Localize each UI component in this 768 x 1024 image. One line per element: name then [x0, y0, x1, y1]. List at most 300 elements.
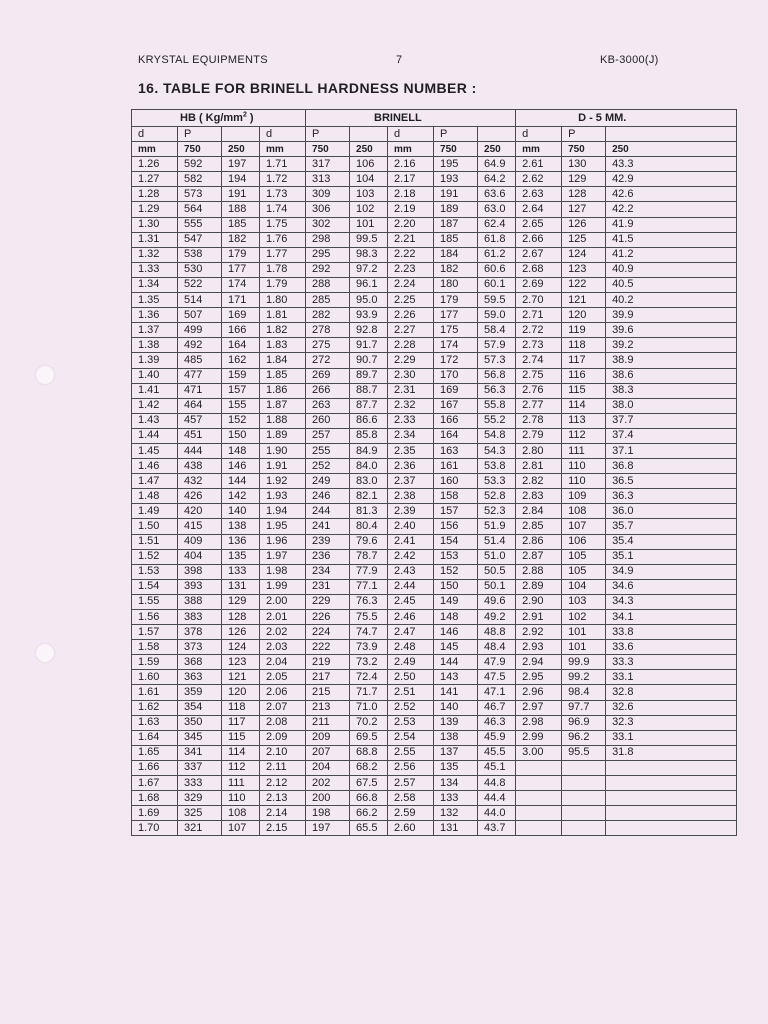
table-row: [132, 564, 737, 579]
table-cell: 2.68: [516, 262, 562, 277]
table-cell: 134: [434, 776, 478, 791]
table-cell: 33.6: [606, 640, 737, 655]
table-cell: 1.72: [260, 172, 306, 187]
table-cell: 113: [562, 413, 606, 428]
table-cell: 79.6: [350, 534, 388, 549]
table-cell: [562, 806, 606, 821]
table-cell: 404: [178, 549, 222, 564]
table-cell: 112: [222, 760, 260, 775]
table-row: [132, 640, 737, 655]
table-cell: 76.3: [350, 594, 388, 609]
table-cell: 2.49: [388, 655, 434, 670]
table-cell: 68.2: [350, 760, 388, 775]
table-cell: 350: [178, 715, 222, 730]
table-cell: 2.20: [388, 217, 434, 232]
table-cell: 2.16: [388, 157, 434, 172]
table-cell: 2.39: [388, 504, 434, 519]
table-row: [132, 428, 737, 443]
table-cell: 2.26: [388, 308, 434, 323]
table-cell: 266: [306, 383, 350, 398]
table-cell: 1.49: [132, 504, 178, 519]
table-cell: 47.9: [478, 655, 516, 670]
table-cell: [516, 776, 562, 791]
table-cell: 188: [222, 202, 260, 217]
table-cell: 2.23: [388, 262, 434, 277]
table-cell: 149: [434, 594, 478, 609]
table-cell: 471: [178, 383, 222, 398]
table-cell: 116: [562, 368, 606, 383]
table-cell: 2.06: [260, 685, 306, 700]
table-cell: 2.55: [388, 745, 434, 760]
table-cell: 750: [562, 142, 606, 157]
table-cell: 1.96: [260, 534, 306, 549]
table-cell: 204: [306, 760, 350, 775]
table-cell: 2.69: [516, 277, 562, 292]
table-units-row: [132, 142, 737, 157]
table-cell: 131: [434, 821, 478, 836]
table-row: [132, 353, 737, 368]
table-cell: 37.1: [606, 443, 737, 458]
table-cell: 32.3: [606, 715, 737, 730]
table-cell: 2.90: [516, 594, 562, 609]
table-cell: 209: [306, 730, 350, 745]
table-cell: 96.9: [562, 715, 606, 730]
table-cell: 2.96: [516, 685, 562, 700]
table-cell: 1.60: [132, 670, 178, 685]
table-cell: 156: [434, 519, 478, 534]
table-cell: 38.6: [606, 368, 737, 383]
table-cell: 2.03: [260, 640, 306, 655]
table-cell: 73.2: [350, 655, 388, 670]
table-cell: 54.8: [478, 428, 516, 443]
table-cell: 1.74: [260, 202, 306, 217]
table-cell: 2.14: [260, 806, 306, 821]
table-cell: 244: [306, 504, 350, 519]
table-cell: 174: [222, 277, 260, 292]
table-cell: 2.94: [516, 655, 562, 670]
table-cell: 383: [178, 610, 222, 625]
table-cell: [562, 760, 606, 775]
table-cell: 1.57: [132, 625, 178, 640]
table-cell: 98.3: [350, 247, 388, 262]
table-cell: 2.56: [388, 760, 434, 775]
table-row: [132, 821, 737, 836]
table-cell: 2.30: [388, 368, 434, 383]
table-cell: 164: [222, 338, 260, 353]
table-cell: 146: [222, 459, 260, 474]
table-cell: [516, 806, 562, 821]
table-cell: 1.61: [132, 685, 178, 700]
table-row: [132, 413, 737, 428]
table-cell: 128: [222, 610, 260, 625]
table-cell: 53.3: [478, 474, 516, 489]
table-cell: 1.36: [132, 308, 178, 323]
table-cell: 177: [434, 308, 478, 323]
table-cell: 241: [306, 519, 350, 534]
table-cell: 2.33: [388, 413, 434, 428]
table-cell: 51.4: [478, 534, 516, 549]
table-cell: 1.52: [132, 549, 178, 564]
table-cell: 2.92: [516, 625, 562, 640]
table-cell: 200: [306, 791, 350, 806]
table-cell: 2.44: [388, 579, 434, 594]
table-cell: P: [306, 127, 350, 142]
table-cell: 50.1: [478, 579, 516, 594]
table-cell: 592: [178, 157, 222, 172]
table-cell: [516, 760, 562, 775]
table-cell: 191: [222, 187, 260, 202]
table-cell: 51.0: [478, 549, 516, 564]
table-cell: 1.81: [260, 308, 306, 323]
table-cell: 72.4: [350, 670, 388, 685]
table-cell: 345: [178, 730, 222, 745]
table-cell: 44.4: [478, 791, 516, 806]
table-cell: 80.4: [350, 519, 388, 534]
table-cell: [516, 791, 562, 806]
table-cell: 2.62: [516, 172, 562, 187]
table-cell: 187: [434, 217, 478, 232]
table-cell: 2.11: [260, 760, 306, 775]
table-row: [132, 474, 737, 489]
table-cell: 2.78: [516, 413, 562, 428]
table-cell: 573: [178, 187, 222, 202]
table-cell: 107: [562, 519, 606, 534]
table-cell: 130: [562, 157, 606, 172]
table-row: [132, 368, 737, 383]
table-cell: 2.98: [516, 715, 562, 730]
table-cell: 115: [562, 383, 606, 398]
table-cell: 99.5: [350, 232, 388, 247]
table-cell: 1.63: [132, 715, 178, 730]
table-cell: 2.75: [516, 368, 562, 383]
table-cell: 138: [434, 730, 478, 745]
table-cell: 39.2: [606, 338, 737, 353]
table-cell: 36.5: [606, 474, 737, 489]
table-row: [132, 700, 737, 715]
table-cell: 90.7: [350, 353, 388, 368]
table-cell: 2.66: [516, 232, 562, 247]
table-cell: 40.5: [606, 277, 737, 292]
table-cell: 55.8: [478, 398, 516, 413]
table-cell: 514: [178, 293, 222, 308]
table-cell: 1.35: [132, 293, 178, 308]
table-cell: 107: [222, 821, 260, 836]
table-row: [132, 760, 737, 775]
table-row: [132, 459, 737, 474]
table-cell: 1.59: [132, 655, 178, 670]
table-cell: 269: [306, 368, 350, 383]
table-cell: 52.3: [478, 504, 516, 519]
table-cell: 2.19: [388, 202, 434, 217]
table-cell: 155: [222, 398, 260, 413]
table-cell: 70.2: [350, 715, 388, 730]
table-cell: 272: [306, 353, 350, 368]
table-cell: 236: [306, 549, 350, 564]
table-cell: 142: [222, 489, 260, 504]
table-cell: 63.6: [478, 187, 516, 202]
table-cell: 464: [178, 398, 222, 413]
table-cell: 426: [178, 489, 222, 504]
table-cell: 120: [562, 308, 606, 323]
table-cell: 2.72: [516, 323, 562, 338]
table-cell: mm: [388, 142, 434, 157]
table-cell: 157: [222, 383, 260, 398]
table-cell: 2.08: [260, 715, 306, 730]
table-row: [132, 187, 737, 202]
table-cell: 409: [178, 534, 222, 549]
table-cell: 2.46: [388, 610, 434, 625]
table-cell: 195: [434, 157, 478, 172]
table-cell: 144: [434, 655, 478, 670]
table-row: [132, 293, 737, 308]
table-cell: 1.32: [132, 247, 178, 262]
table-cell: 250: [222, 142, 260, 157]
table-row: [132, 806, 737, 821]
table-cell: 2.80: [516, 443, 562, 458]
table-cell: [606, 791, 737, 806]
table-cell: d: [132, 127, 178, 142]
table-cell: 393: [178, 579, 222, 594]
table-cell: 2.12: [260, 776, 306, 791]
table-cell: 153: [434, 549, 478, 564]
table-cell: 1.46: [132, 459, 178, 474]
table-cell: 2.34: [388, 428, 434, 443]
table-cell: 507: [178, 308, 222, 323]
table-cell: 250: [606, 142, 737, 157]
table-cell: [350, 127, 388, 142]
table-cell: 1.53: [132, 564, 178, 579]
table-cell: 37.4: [606, 428, 737, 443]
table-cell: 92.8: [350, 323, 388, 338]
table-cell: 128: [562, 187, 606, 202]
table-cell: 398: [178, 564, 222, 579]
table-cell: 35.1: [606, 549, 737, 564]
table-cell: 152: [222, 413, 260, 428]
table-cell: 193: [434, 172, 478, 187]
ball-diameter-heading: D - 5 MM.: [516, 110, 737, 127]
table-cell: 2.71: [516, 308, 562, 323]
table-cell: 60.6: [478, 262, 516, 277]
table-cell: 114: [562, 398, 606, 413]
table-cell: 278: [306, 323, 350, 338]
table-cell: 1.94: [260, 504, 306, 519]
table-cell: 213: [306, 700, 350, 715]
table-row: [132, 489, 737, 504]
table-cell: 58.4: [478, 323, 516, 338]
table-cell: 2.59: [388, 806, 434, 821]
table-cell: 44.0: [478, 806, 516, 821]
table-cell: 282: [306, 308, 350, 323]
table-row: [132, 262, 737, 277]
table-cell: 2.67: [516, 247, 562, 262]
table-cell: 159: [222, 368, 260, 383]
table-cell: 71.7: [350, 685, 388, 700]
table-cell: 2.24: [388, 277, 434, 292]
table-cell: 101: [562, 640, 606, 655]
table-row: [132, 247, 737, 262]
table-cell: 1.48: [132, 489, 178, 504]
table-cell: 420: [178, 504, 222, 519]
table-cell: 84.9: [350, 443, 388, 458]
table-cell: 84.0: [350, 459, 388, 474]
table-cell: mm: [516, 142, 562, 157]
table-cell: 2.99: [516, 730, 562, 745]
table-cell: 1.44: [132, 428, 178, 443]
table-cell: 2.00: [260, 594, 306, 609]
table-cell: 2.47: [388, 625, 434, 640]
table-cell: 42.2: [606, 202, 737, 217]
table-cell: 117: [562, 353, 606, 368]
table-cell: 55.2: [478, 413, 516, 428]
table-cell: 118: [222, 700, 260, 715]
table-cell: 2.64: [516, 202, 562, 217]
table-cell: 44.8: [478, 776, 516, 791]
table-cell: 492: [178, 338, 222, 353]
table-cell: 38.0: [606, 398, 737, 413]
table-cell: 2.28: [388, 338, 434, 353]
table-cell: 1.76: [260, 232, 306, 247]
table-cell: 415: [178, 519, 222, 534]
table-cell: 260: [306, 413, 350, 428]
table-cell: 54.3: [478, 443, 516, 458]
table-cell: 150: [434, 579, 478, 594]
table-cell: 2.86: [516, 534, 562, 549]
table-row: [132, 277, 737, 292]
table-cell: 288: [306, 277, 350, 292]
table-cell: 1.42: [132, 398, 178, 413]
table-cell: 126: [562, 217, 606, 232]
table-cell: [222, 127, 260, 142]
table-cell: 252: [306, 459, 350, 474]
table-cell: 2.18: [388, 187, 434, 202]
table-cell: 1.50: [132, 519, 178, 534]
table-cell: 522: [178, 277, 222, 292]
table-cell: 255: [306, 443, 350, 458]
table-cell: 105: [562, 564, 606, 579]
table-cell: 75.5: [350, 610, 388, 625]
table-cell: 42.6: [606, 187, 737, 202]
table-cell: 555: [178, 217, 222, 232]
table-cell: 222: [306, 640, 350, 655]
table-cell: 40.9: [606, 262, 737, 277]
table-cell: 162: [222, 353, 260, 368]
table-cell: 150: [222, 428, 260, 443]
table-cell: 1.91: [260, 459, 306, 474]
table-row: [132, 625, 737, 640]
table-cell: 229: [306, 594, 350, 609]
table-cell: 97.2: [350, 262, 388, 277]
table-cell: 246: [306, 489, 350, 504]
table-cell: 1.40: [132, 368, 178, 383]
table-cell: 1.82: [260, 323, 306, 338]
table-cell: 146: [434, 625, 478, 640]
table-cell: 32.8: [606, 685, 737, 700]
table-cell: 298: [306, 232, 350, 247]
table-cell: 95.0: [350, 293, 388, 308]
table-cell: 2.52: [388, 700, 434, 715]
table-cell: 2.41: [388, 534, 434, 549]
table-cell: 2.21: [388, 232, 434, 247]
table-cell: 1.80: [260, 293, 306, 308]
table-cell: 2.54: [388, 730, 434, 745]
table-cell: 197: [222, 157, 260, 172]
table-row: [132, 670, 737, 685]
table-cell: 169: [222, 308, 260, 323]
table-cell: 185: [434, 232, 478, 247]
table-cell: 106: [562, 534, 606, 549]
table-cell: 135: [434, 760, 478, 775]
table-cell: 1.89: [260, 428, 306, 443]
table-cell: [606, 806, 737, 821]
table-row: [132, 791, 737, 806]
table-cell: 1.37: [132, 323, 178, 338]
table-cell: 53.8: [478, 459, 516, 474]
table-cell: 36.3: [606, 489, 737, 504]
table-cell: 104: [562, 579, 606, 594]
table-cell: 129: [562, 172, 606, 187]
table-cell: 2.60: [388, 821, 434, 836]
table-cell: mm: [132, 142, 178, 157]
table-cell: 77.1: [350, 579, 388, 594]
table-cell: 101: [350, 217, 388, 232]
table-cell: 438: [178, 459, 222, 474]
hb-superscript: 2: [242, 110, 247, 118]
table-cell: 91.7: [350, 338, 388, 353]
table-cell: 41.5: [606, 232, 737, 247]
table-cell: 148: [434, 610, 478, 625]
table-cell: 36.8: [606, 459, 737, 474]
table-row: [132, 745, 737, 760]
table-cell: P: [434, 127, 478, 142]
table-cell: 95.5: [562, 745, 606, 760]
table-cell: 166: [222, 323, 260, 338]
table-cell: 163: [434, 443, 478, 458]
table-cell: [606, 776, 737, 791]
table-cell: 47.1: [478, 685, 516, 700]
document-reference: KB-3000(J): [600, 54, 659, 66]
table-row: [132, 232, 737, 247]
table-cell: 1.98: [260, 564, 306, 579]
table-cell: 49.2: [478, 610, 516, 625]
table-cell: 145: [434, 640, 478, 655]
table-cell: 47.5: [478, 670, 516, 685]
table-cell: 74.7: [350, 625, 388, 640]
table-cell: 37.7: [606, 413, 737, 428]
table-cell: 33.1: [606, 730, 737, 745]
table-cell: 1.88: [260, 413, 306, 428]
table-cell: [516, 821, 562, 836]
table-cell: 82.1: [350, 489, 388, 504]
table-cell: 141: [434, 685, 478, 700]
table-row: [132, 323, 737, 338]
table-cell: 170: [434, 368, 478, 383]
table-cell: 33.3: [606, 655, 737, 670]
table-cell: 1.86: [260, 383, 306, 398]
table-cell: 202: [306, 776, 350, 791]
table-cell: 158: [434, 489, 478, 504]
table-cell: 135: [222, 549, 260, 564]
table-cell: 2.51: [388, 685, 434, 700]
table-cell: 250: [350, 142, 388, 157]
table-cell: 89.7: [350, 368, 388, 383]
table-cell: d: [260, 127, 306, 142]
table-cell: 111: [222, 776, 260, 791]
table-cell: 306: [306, 202, 350, 217]
table-cell: 38.9: [606, 353, 737, 368]
table-cell: 2.22: [388, 247, 434, 262]
table-cell: 2.29: [388, 353, 434, 368]
table-cell: 140: [222, 504, 260, 519]
